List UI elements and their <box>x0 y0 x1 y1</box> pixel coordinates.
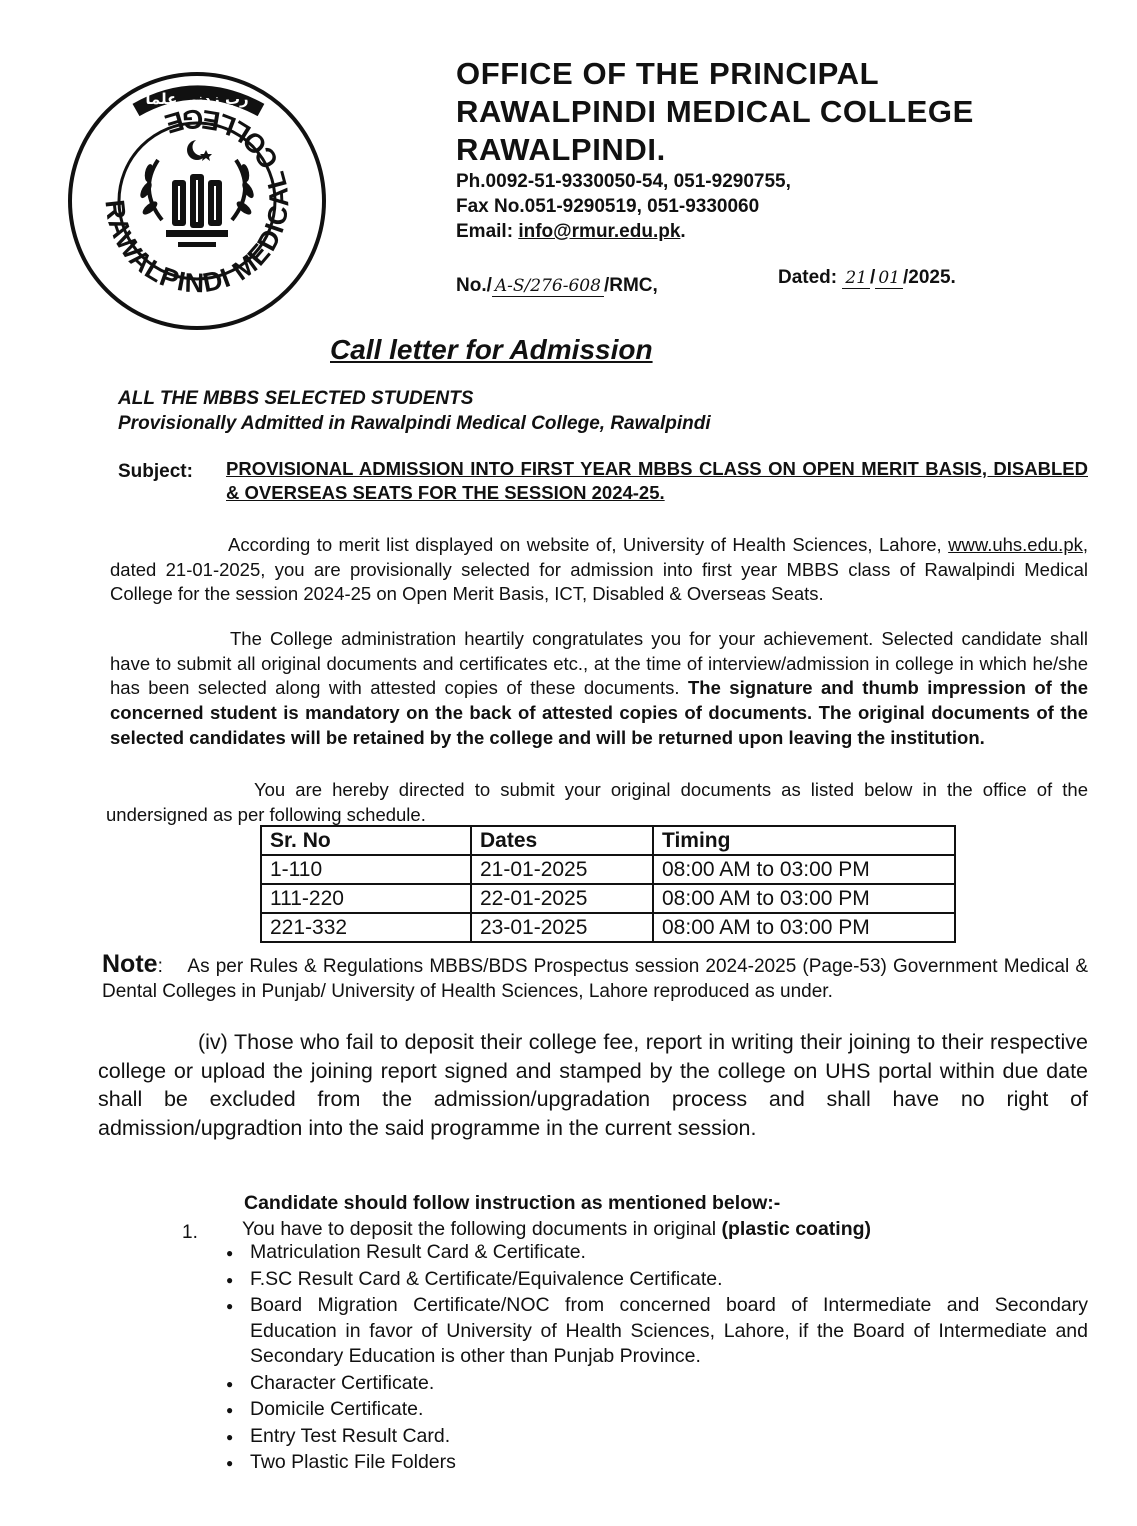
dated-label: Dated: <box>778 267 838 288</box>
paragraph-schedule <box>106 778 1088 827</box>
college-name: RAWALPINDI MEDICAL COLLEGE <box>456 94 974 129</box>
table-row <box>261 855 955 884</box>
cell-date: 23-01-2025 <box>471 913 653 942</box>
svg-text:RAWALPINDI MEDICAL COLLEGE: RAWALPINDI MEDICAL COLLEGE <box>99 103 295 299</box>
dated-line: Dated: 21 / 01 /2025. <box>778 267 956 288</box>
ref-prefix: No./ <box>456 275 492 296</box>
instruction-bold: (plastic coating) <box>721 1218 872 1240</box>
para1-text-b: , dated 21-01-2025, you are provisionally selected for admission into first year MBBS class of Rawalpindi Medical College for the session 2024-25 on Open Merit Basis, ICT, Disabled & Overseas Seats. <box>110 534 1088 605</box>
rule-iv-text: (iv) Those who fail to deposit their college fee, report in writing their joining to their respective college or upload the joining report signed and stamped by the college on UHS portal within due date shall be excluded from the admission/upgradation process and shall have no right of admission/upgradtion into the said programme in the current session. <box>98 1030 1088 1140</box>
email-address[interactable]: info@rmur.edu.pk <box>518 221 681 242</box>
list-item: ● Character Certificate. <box>226 1371 1088 1397</box>
para2-bold: The signature and thumb impression of the concerned student is mandatory on the back of attested copies of documents. The original documents of the selected candidates will be retained by the college and will be returned upon leaving the institution. <box>110 677 1089 748</box>
addressee-line-1: ALL THE MBBS SELECTED STUDENTS <box>118 388 474 409</box>
rule-iv-paragraph <box>98 1028 1088 1142</box>
cell-sr-no: 221-332 <box>261 913 471 942</box>
cell-date: 22-01-2025 <box>471 884 653 913</box>
documents-list <box>226 1240 1088 1477</box>
cell-sr-no: 111-220 <box>261 884 471 913</box>
cell-timing: 08:00 AM to 03:00 PM <box>653 855 955 884</box>
instruction-item <box>242 1218 1088 1241</box>
email-label: Email: <box>456 221 519 242</box>
list-item: ● Board Migration Certificate/NOC from concerned board of Intermediate and Secondary Education in favor of University of Health Sciences, Lahore, if the Board of Intermediate and Secondary Education is other than Punjab Province. <box>226 1293 1088 1370</box>
subject-label: Subject: <box>118 461 193 482</box>
paragraph-congratulation <box>110 627 1088 751</box>
instruction-text: You have to deposit the following documents in original <box>242 1218 722 1240</box>
note-paragraph <box>102 952 1088 1004</box>
table-row <box>261 913 955 942</box>
ref-suffix: /RMC, <box>603 275 658 296</box>
para1-text-a: According to merit list displayed on website of, University of Health Sciences, Lahore, <box>228 534 949 555</box>
phone-line: Ph.0092-51-9330050-54, 051-9290755, <box>456 171 791 192</box>
cell-timing: 08:00 AM to 03:00 PM <box>653 884 955 913</box>
office-title: OFFICE OF THE PRINCIPAL <box>456 56 880 91</box>
para3-text: You are hereby directed to submit your original documents as listed below in the office of the undersigned as per following schedule. <box>106 779 1088 825</box>
note-colon: : <box>157 956 163 977</box>
list-item: ● Domicile Certificate. <box>226 1397 1088 1423</box>
header-timing: Timing <box>653 826 955 855</box>
note-text: As per Rules & Regulations MBBS/BDS Prospectus session 2024-2025 (Page-53) Government Medical & Dental Colleges in Punjab/ University of Health Sciences, Lahore reproduced as under. <box>102 956 1088 1002</box>
list-item: ● Two Plastic File Folders <box>226 1450 1088 1476</box>
paragraph-merit <box>110 533 1088 607</box>
dated-year: /2025. <box>902 267 956 288</box>
letter-title: Call letter for Admission <box>330 334 653 365</box>
addressee-line-2: Provisionally Admitted in Rawalpindi Medical College, Rawalpindi <box>118 413 711 434</box>
header-sr-no: Sr. No <box>261 826 471 855</box>
college-city: RAWALPINDI. <box>456 132 666 167</box>
schedule-table <box>260 825 956 943</box>
para2-normal: The College administration heartily congratulates you for your achievement. Selected candidate shall have to submit all original documents and certificates etc., at the time of interview/admission in college in which he/she has been selected along with attested copies of these documents. <box>110 628 1088 699</box>
dated-month: 01 <box>875 268 903 289</box>
table-row <box>261 884 955 913</box>
instruction-number: 1. <box>182 1222 198 1243</box>
email-line <box>456 220 686 244</box>
instructions-heading: Candidate should follow instruction as mentioned below:- <box>244 1192 781 1214</box>
header-dates: Dates <box>471 826 653 855</box>
dated-day: 21 <box>842 268 870 289</box>
college-seal-logo <box>66 70 328 332</box>
note-label: Note <box>102 950 158 978</box>
seal-motto: رب زدنی علما <box>145 90 249 108</box>
list-item: ● F.SC Result Card & Certificate/Equivalence Certificate. <box>226 1267 1088 1293</box>
cell-timing: 08:00 AM to 03:00 PM <box>653 913 955 942</box>
email-end: . <box>680 221 686 242</box>
table-header-row <box>261 826 955 855</box>
list-item: ● Matriculation Result Card & Certificate. <box>226 1240 1088 1266</box>
list-item: ● Entry Test Result Card. <box>226 1424 1088 1450</box>
subject-text: PROVISIONAL ADMISSION INTO FIRST YEAR MBBS CLASS ON OPEN MERIT BASIS, DISABLED & OVERSEAS SEATS FOR THE SESSION 2024-25. <box>226 458 1088 503</box>
cell-sr-no: 1-110 <box>261 855 471 884</box>
fax-line: Fax No.051-9290519, 051-9330060 <box>456 196 760 217</box>
reference-number <box>456 274 658 298</box>
cell-date: 21-01-2025 <box>471 855 653 884</box>
ref-handwritten: A-S/276-608 <box>492 276 604 297</box>
uhs-website-link[interactable]: www.uhs.edu.pk <box>948 534 1083 555</box>
